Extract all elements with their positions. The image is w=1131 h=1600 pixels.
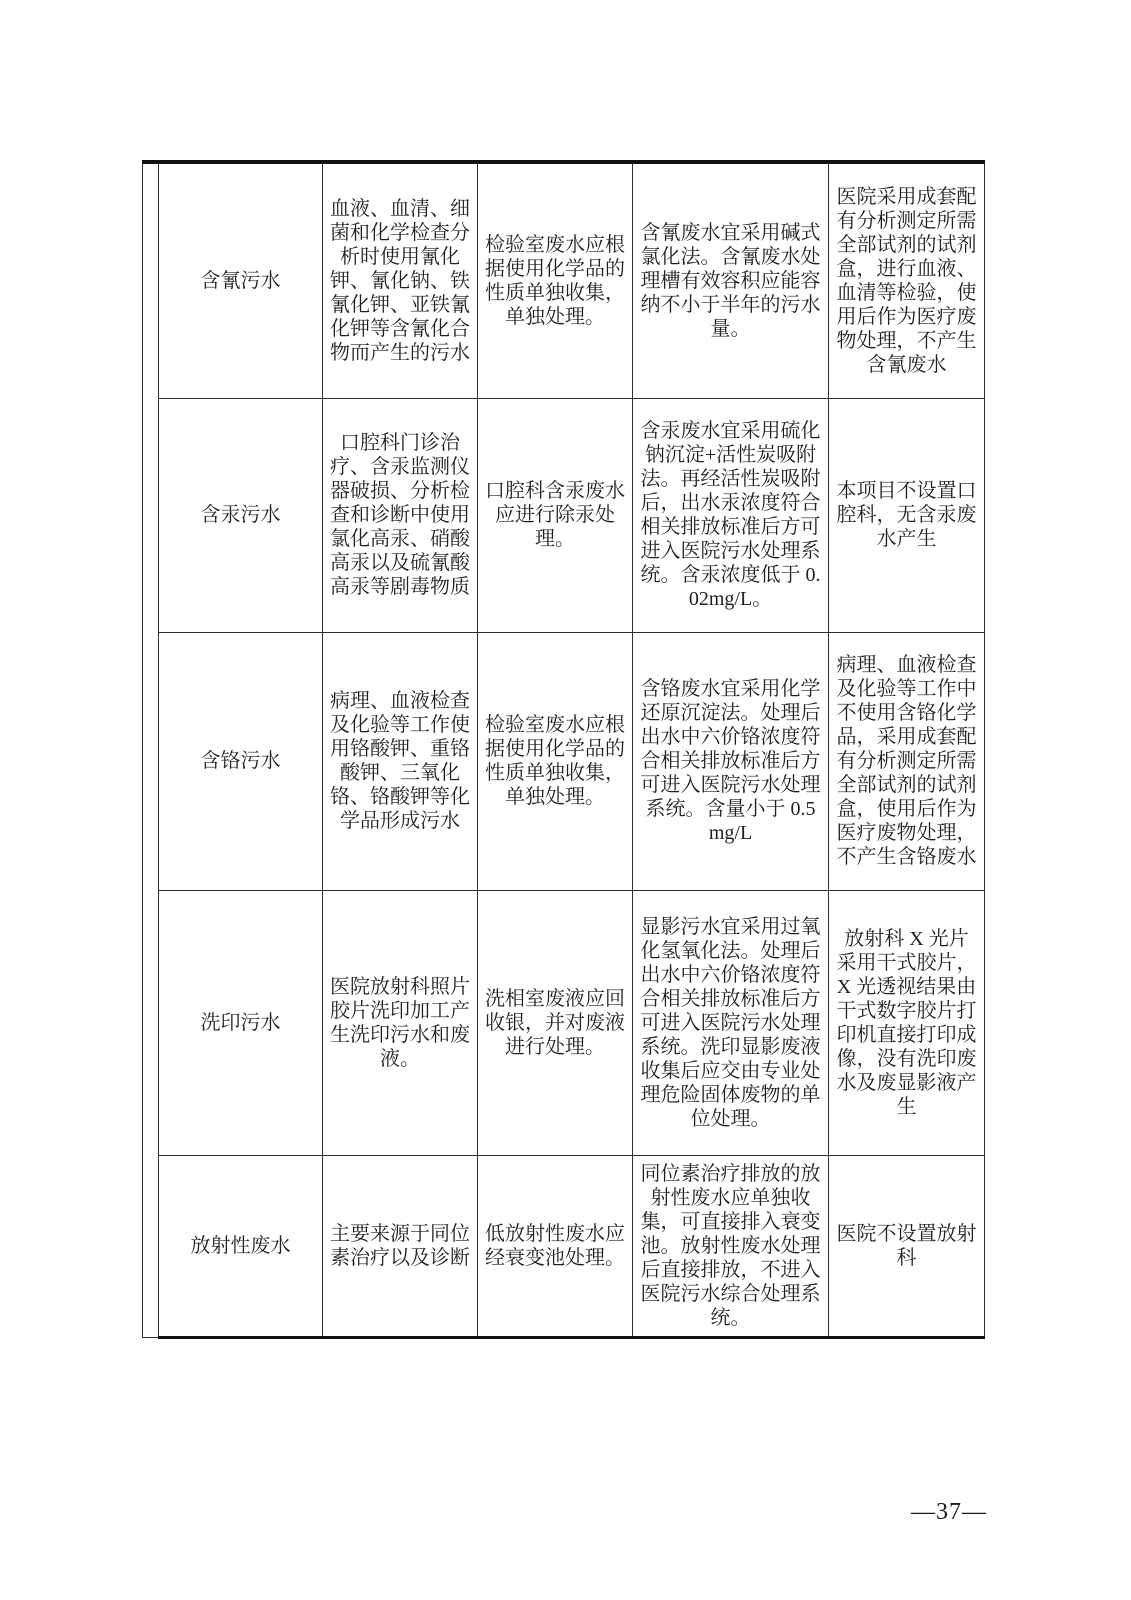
cell-source: 医院放射科照片胶片洗印加工产生洗印污水和废液。 bbox=[323, 890, 478, 1155]
cell-treatment: 显影污水宜采用过氧化氢氧化法。处理后出水中六价铬浓度符合相关排放标准后方可进入医院污水处理系统。洗印显影废液收集后应交由专业处理危险固体废物的单位处理。 bbox=[633, 890, 829, 1155]
cell-category: 洗印污水 bbox=[159, 890, 323, 1155]
cell-collection: 检验室废水应根据使用化学品的性质单独收集，单独处理。 bbox=[478, 632, 633, 890]
table-row bbox=[143, 398, 985, 632]
cell-treatment: 同位素治疗排放的放射性废水应单独收集，可直接排入衰变池。放射性废水处理后直接排放，不进入医院污水综合处理系统。 bbox=[633, 1155, 829, 1337]
cell-treatment: 含氰废水宜采用碱式氯化法。含氰废水处理槽有效容积应能容纳不小于半年的污水量。 bbox=[633, 162, 829, 398]
table-row bbox=[143, 162, 985, 398]
cell-source: 主要来源于同位素治疗以及诊断 bbox=[323, 1155, 478, 1337]
cell-treatment: 含汞废水宜采用硫化钠沉淀+活性炭吸附法。再经活性炭吸附后，出水汞浓度符合相关排放标准后方可进入医院污水处理系统。含汞浓度低于 0.02mg/L。 bbox=[633, 398, 829, 632]
cell-category: 含氰污水 bbox=[159, 162, 323, 398]
page-number: —37— bbox=[911, 1499, 987, 1525]
cell-source: 病理、血液检查及化验等工作使用铬酸钾、重铬酸钾、三氧化铬、铬酸钾等化学品形成污水 bbox=[323, 632, 478, 890]
table-row bbox=[143, 890, 985, 1155]
cell-source: 口腔科门诊治疗、含汞监测仪器破损、分析检查和诊断中使用氯化高汞、硝酸高汞以及硫氰酸高汞等剧毒物质 bbox=[323, 398, 478, 632]
cell-collection: 口腔科含汞废水应进行除汞处理。 bbox=[478, 398, 633, 632]
wastewater-table bbox=[142, 160, 985, 1339]
cell-project-note: 本项目不设置口腔科，无含汞废水产生 bbox=[829, 398, 985, 632]
cell-project-note: 病理、血液检查及化验等工作中不使用含铬化学品，采用成套配有分析测定所需全部试剂的试剂盒，使用后作为医疗废物处理，不产生含铬废水 bbox=[829, 632, 985, 890]
cell-collection: 洗相室废液应回收银，并对废液进行处理。 bbox=[478, 890, 633, 1155]
cell-category: 含铬污水 bbox=[159, 632, 323, 890]
cell-source: 血液、血清、细菌和化学检查分析时使用氰化钾、氰化钠、铁氰化钾、亚铁氰化钾等含氰化合物而产生的污水 bbox=[323, 162, 478, 398]
table-row bbox=[143, 1155, 985, 1337]
cell-project-note: 医院不设置放射科 bbox=[829, 1155, 985, 1337]
cell-treatment: 含铬废水宜采用化学还原沉淀法。处理后出水中六价铬浓度符合相关排放标准后方可进入医院污水处理系统。含量小于 0.5mg/L bbox=[633, 632, 829, 890]
merged-stub-cell bbox=[143, 162, 159, 1337]
cell-category: 放射性废水 bbox=[159, 1155, 323, 1337]
cell-project-note: 医院采用成套配有分析测定所需全部试剂的试剂盒，进行血液、血清等检验，使用后作为医疗废物处理，不产生含氰废水 bbox=[829, 162, 985, 398]
cell-collection: 低放射性废水应经衰变池处理。 bbox=[478, 1155, 633, 1337]
table-row bbox=[143, 632, 985, 890]
cell-project-note: 放射科 X 光片采用干式胶片，X 光透视结果由干式数字胶片打印机直接打印成像，没有洗印废水及废显影液产生 bbox=[829, 890, 985, 1155]
cell-collection: 检验室废水应根据使用化学品的性质单独收集，单独处理。 bbox=[478, 162, 633, 398]
cell-category: 含汞污水 bbox=[159, 398, 323, 632]
